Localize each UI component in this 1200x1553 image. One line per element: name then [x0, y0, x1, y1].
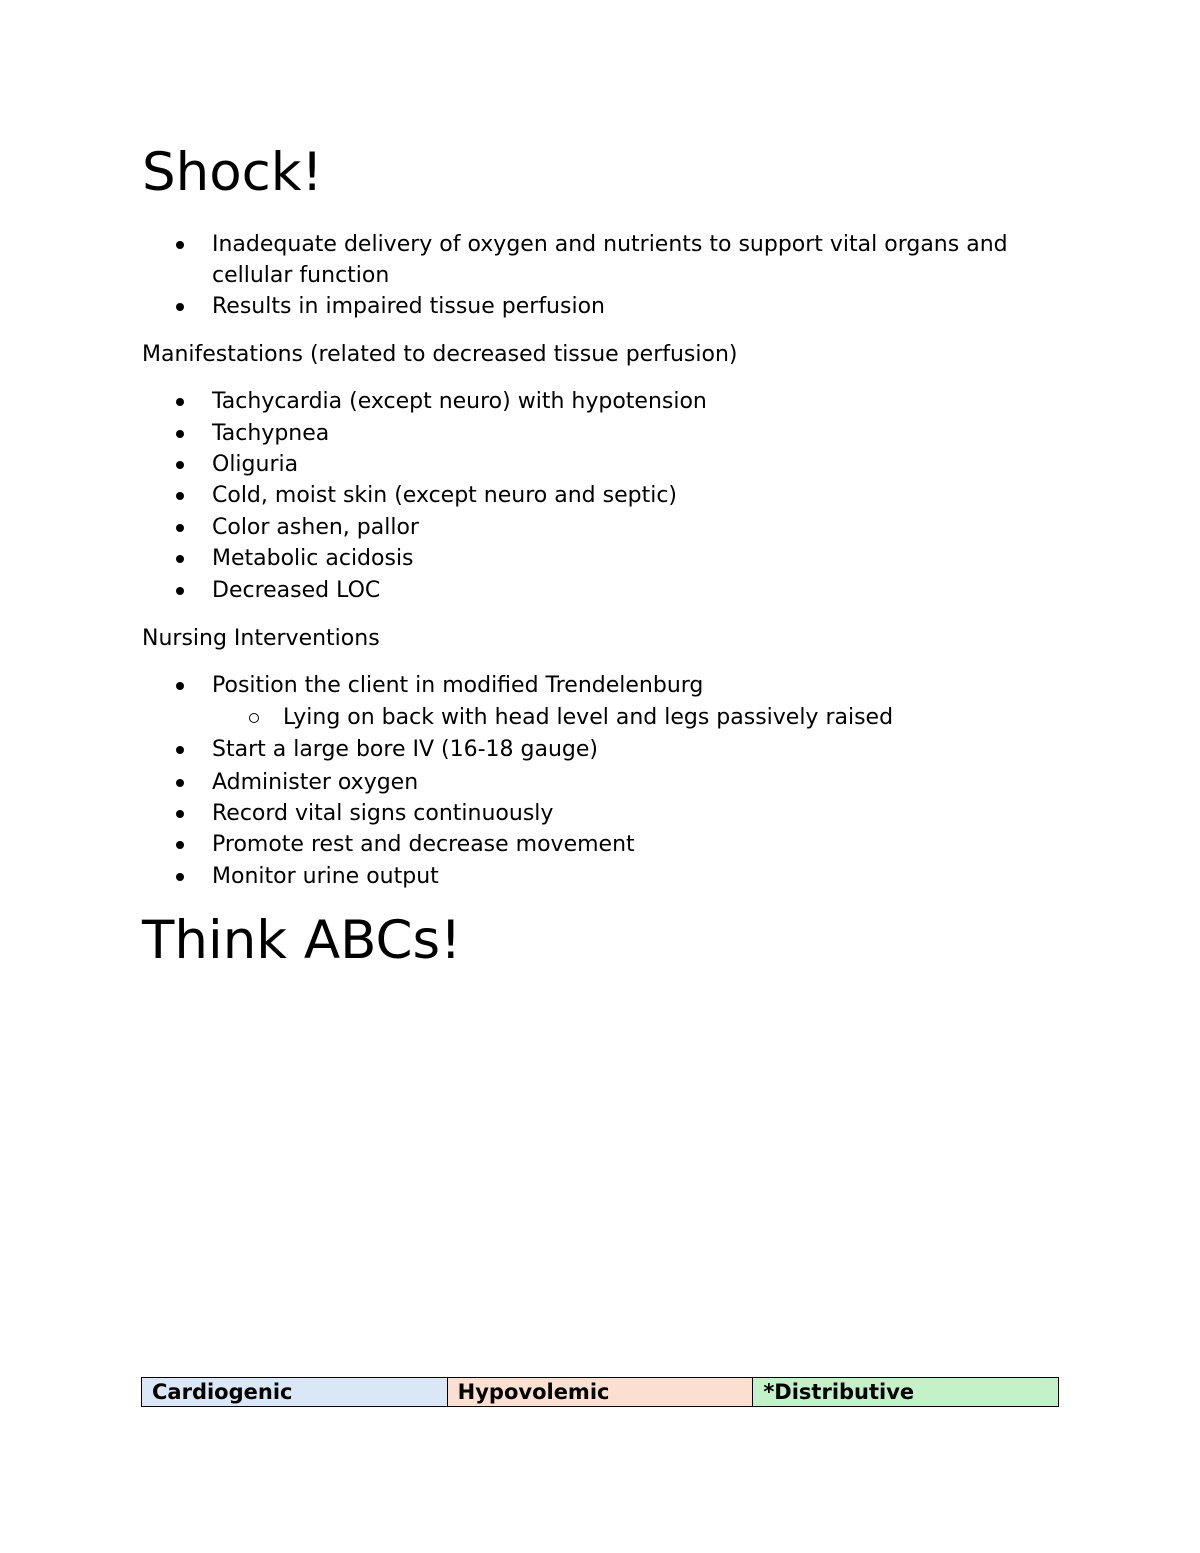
bullet-icon [176, 779, 184, 787]
intervention-text: Record vital signs continuously [212, 801, 554, 826]
manifestations-heading: Manifestations (related to decreased tissue perfusion) [142, 342, 738, 367]
hollow-bullet-icon [249, 713, 259, 723]
bullet-icon [176, 430, 184, 438]
manifestation-text: Color ashen, pallor [212, 515, 419, 540]
bullet-icon [176, 492, 184, 500]
bullet-icon [176, 398, 184, 406]
shock-types-table [141, 1377, 1059, 1407]
definition-text: Results in impaired tissue perfusion [212, 294, 605, 319]
manifestation-text: Tachypnea [212, 421, 330, 446]
manifestation-text: Cold, moist skin (except neuro and septic) [212, 483, 677, 508]
bullet-icon [176, 810, 184, 818]
bullet-icon [176, 682, 184, 690]
manifestation-text: Tachycardia (except neuro) with hypotension [212, 389, 707, 414]
intervention-subtext: Lying on back with head level and legs passively raised [283, 705, 894, 730]
bullet-icon [176, 524, 184, 532]
header-distributive: *Distributive [753, 1378, 1059, 1407]
table-header-row [142, 1378, 1059, 1407]
manifestation-text: Metabolic acidosis [212, 546, 414, 571]
bullet-icon [176, 461, 184, 469]
bullet-icon [176, 841, 184, 849]
intervention-text: Position the client in modified Trendelenburg [212, 673, 704, 698]
callout-heading: Think ABCs! [142, 910, 462, 971]
intervention-text: Monitor urine output [212, 864, 439, 889]
intervention-text: Promote rest and decrease movement [212, 832, 635, 857]
bullet-icon [176, 873, 184, 881]
manifestation-text: Decreased LOC [212, 578, 381, 603]
manifestation-text: Oliguria [212, 452, 299, 477]
bullet-icon [176, 587, 184, 595]
bullet-icon [176, 746, 184, 754]
bullet-icon [176, 241, 184, 249]
page-title: Shock! [142, 142, 323, 203]
header-hypovolemic: Hypovolemic [447, 1378, 753, 1407]
definition-text: Inadequate delivery of oxygen and nutrients to support vital organs and cellular function [212, 232, 1008, 288]
intervention-text: Start a large bore IV (16-18 gauge) [212, 737, 598, 762]
interventions-heading: Nursing Interventions [142, 626, 380, 651]
header-cardiogenic: Cardiogenic [142, 1378, 448, 1407]
bullet-icon [176, 555, 184, 563]
bullet-icon [176, 303, 184, 311]
intervention-text: Administer oxygen [212, 770, 419, 795]
